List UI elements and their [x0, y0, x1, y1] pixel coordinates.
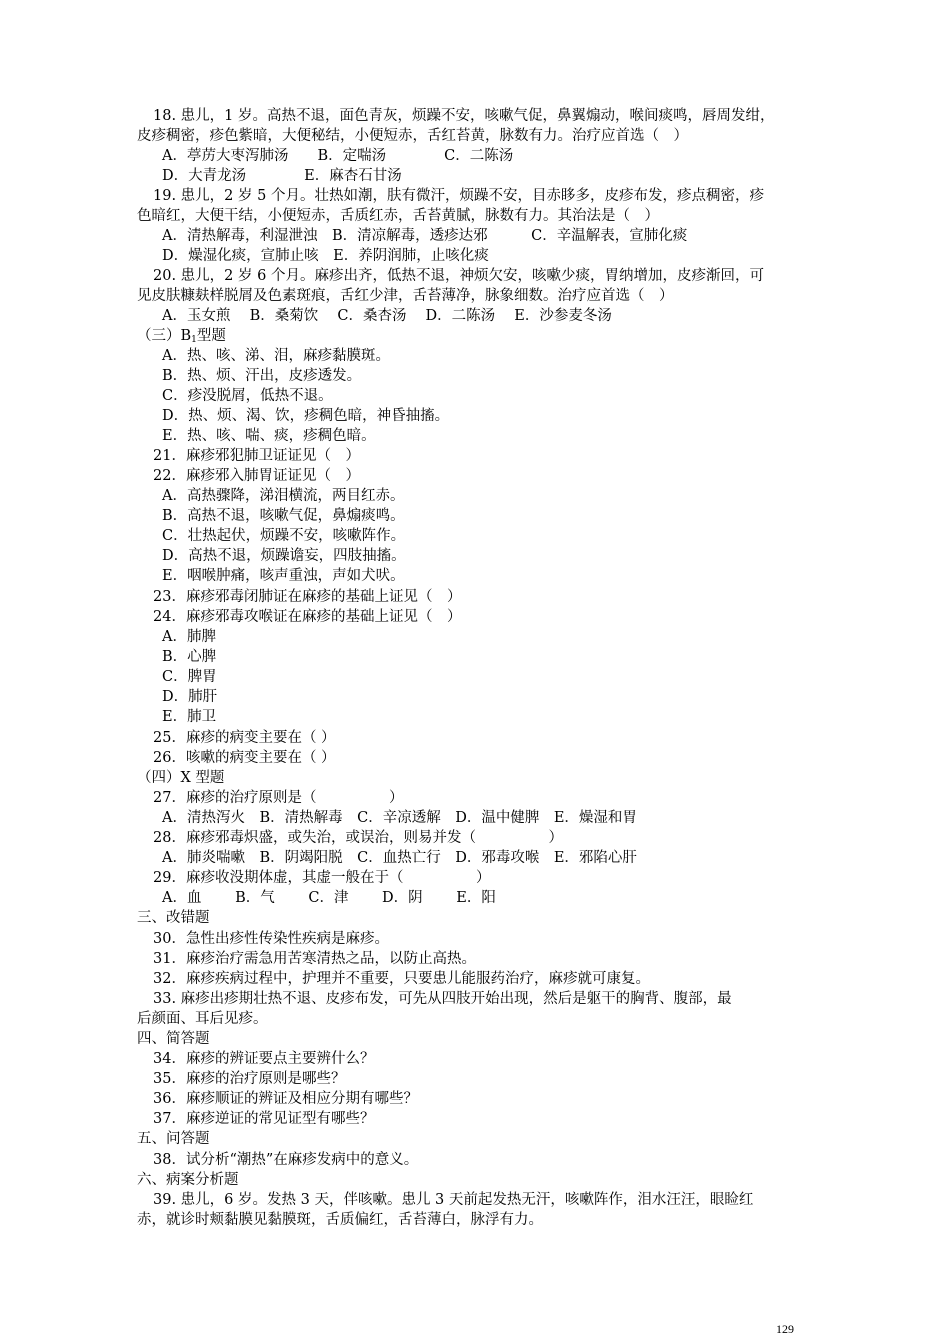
- text-line: 27．麻疹的治疗原则是（ ）: [153, 790, 404, 806]
- text-line: 38．试分析“潮热”在麻疹发病中的意义。: [153, 1152, 419, 1168]
- text-line: A．清热泻火 B．清热解毒 C．辛凉透解 D．温中健脾 E．燥湿和胃: [162, 810, 637, 826]
- text-line: A．清热解毒，利湿泄浊 B．清凉解毒，透疹达邪 C．辛温解表，宣肺化痰: [162, 228, 688, 244]
- text-line: 五、问答题: [137, 1131, 210, 1147]
- text-line: 35．麻疹的治疗原则是哪些？: [153, 1071, 346, 1087]
- text-line: D．大青龙汤 E．麻杏石甘汤: [162, 168, 402, 184]
- text-line: 色暗红，大便干结，小便短赤，舌质红赤，舌苔黄腻，脉数有力。其治法是（ ）: [137, 208, 659, 224]
- text-line: A．高热骤降，涕泪横流，两目红赤。: [162, 488, 405, 504]
- text-line: 39. 患儿，6 岁。发热 3 天，伴咳嗽。患儿 3 天前起发热无汗，咳嗽阵作，泪水汪汪，眼睑红: [153, 1192, 754, 1208]
- text-line: A．肺脾: [162, 629, 216, 645]
- text-line: 31．麻疹治疗需急用苦寒清热之品，以防止高热。: [153, 951, 476, 967]
- text-line: C．疹没脱屑，低热不退。: [162, 388, 333, 404]
- text-line: 四、简答题: [137, 1031, 210, 1047]
- page-number: 129: [776, 1322, 794, 1336]
- text-line: 三、改错题: [137, 910, 210, 926]
- text-line: 33. 麻疹出疹期壮热不退、皮疹布发，可先从四肢开始出现，然后是躯干的胸背、腹部，最: [153, 991, 732, 1007]
- text-line: E．咽喉肿痛，咳声重浊，声如犬吠。: [162, 568, 405, 584]
- text-line: 23．麻疹邪毒闭肺证在麻疹的基础上证见（ ）: [153, 589, 462, 605]
- text-line: A．肺炎喘嗽 B．阴竭阳脱 C．血热亡行 D．邪毒攻喉 E．邪陷心肝: [162, 850, 637, 866]
- text-line: 21．麻疹邪犯肺卫证证见（ ）: [153, 448, 360, 464]
- text-line: E．肺卫: [162, 709, 217, 725]
- text-line: C．壮热起伏，烦躁不安，咳嗽阵作。: [162, 528, 406, 544]
- text-line: 见皮肤糠麸样脱屑及色素斑痕，舌红少津，舌苔薄净，脉象细数。治疗应首选（ ）: [137, 288, 674, 304]
- text-line: C．脾胃: [162, 669, 217, 685]
- text-line: A．葶苈大枣泻肺汤 B．定喘汤 C．二陈汤: [162, 148, 514, 164]
- text-line: D．燥湿化痰，宣肺止咳 E．养阴润肺，止咳化痰: [162, 248, 489, 264]
- text-line: 37．麻疹逆证的常见证型有哪些？: [153, 1111, 375, 1127]
- text-line: 32．麻疹疾病过程中，护理并不重要，只要患儿能服药治疗，麻疹就可康复。: [153, 971, 650, 987]
- text-line: 26．咳嗽的病变主要在（ ）: [153, 750, 336, 766]
- text-line: D．高热不退，烦躁谵妄，四肢抽搐。: [162, 548, 406, 564]
- text-line: 25．麻疹的病变主要在（ ）: [153, 730, 336, 746]
- text-line: 24．麻疹邪毒攻喉证在麻疹的基础上证见（ ）: [153, 609, 462, 625]
- text-line: 36．麻疹顺证的辨证及相应分期有哪些？: [153, 1091, 418, 1107]
- text-line: 赤，就诊时颊黏膜见黏膜斑，舌质偏红，舌苔薄白，脉浮有力。: [137, 1212, 543, 1228]
- text-line: 18. 患儿，1 岁。高热不退，面色青灰，烦躁不安，咳嗽气促，鼻翼煽动，喉间痰鸣，唇周发绀，: [153, 108, 775, 124]
- text-line: E．热、咳、喘、痰，疹稠色暗。: [162, 428, 376, 444]
- text-line: 34．麻疹的辨证要点主要辨什么？: [153, 1051, 375, 1067]
- text-line: 22．麻疹邪入肺胃证证见（ ）: [153, 468, 360, 484]
- text-line: 29．麻疹收没期体虚，其虚一般在于（ ）: [153, 870, 491, 886]
- text-line: A．血 B．气 C．津 D．阴 E．阳: [162, 890, 496, 906]
- text-line: 20. 患儿，2 岁 6 个月。麻疹出齐，低热不退，神烦欠安，咳嗽少痰，胃纳增加，皮疹渐回，可: [153, 268, 764, 284]
- text-line: 19. 患儿，2 岁 5 个月。壮热如潮，肤有微汗，烦躁不安，目赤眵多，皮疹布发，疹点稠密，疹: [153, 188, 764, 204]
- text-line: B．热、烦、汗出，皮疹透发。: [162, 368, 362, 384]
- text-line: A．热、咳、涕、泪，麻疹黏膜斑。: [162, 348, 390, 364]
- text-line: 皮疹稠密，疹色紫暗，大便秘结，小便短赤，舌红苔黄，脉数有力。治疗应首选（ ）: [137, 128, 688, 144]
- text-line: D．肺肝: [162, 689, 218, 705]
- text-line: （三）$B_1$型题: [137, 328, 226, 345]
- text-line: A．玉女煎 B．桑菊饮 C．桑杏汤 D．二陈汤 E．沙参麦冬汤: [162, 308, 612, 324]
- text-line: D．热、烦、渴、饮，疹稠色暗，神昏抽搐。: [162, 408, 450, 424]
- text-line: 后颜面、耳后见疹。: [137, 1011, 268, 1027]
- text-line: B．心脾: [162, 649, 217, 665]
- text-line: B．高热不退，咳嗽气促，鼻煽痰鸣。: [162, 508, 405, 524]
- text-line: （四）X 型题: [137, 770, 225, 786]
- text-line: 28．麻疹邪毒炽盛，或失治，或误治，则易并发（ ）: [153, 830, 563, 846]
- text-line: 30．急性出疹性传染性疾病是麻疹。: [153, 931, 389, 947]
- text-line: 六、病案分析题: [137, 1172, 239, 1188]
